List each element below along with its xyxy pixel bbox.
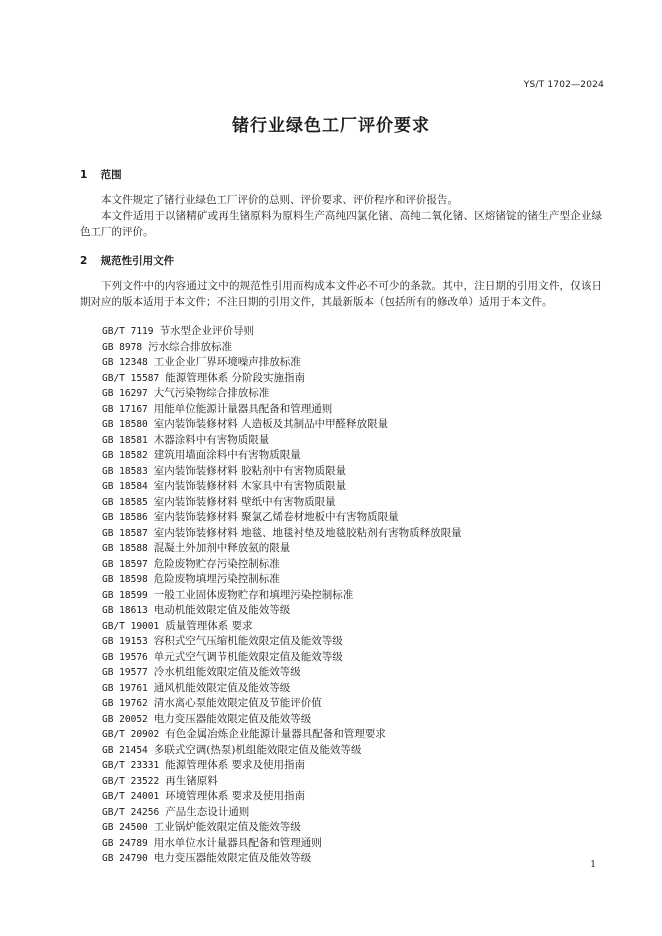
reference-code: GB/T 23331 — [102, 760, 160, 771]
reference-code: GB/T 15587 — [102, 372, 160, 384]
reference-list — [102, 324, 462, 867]
reference-title: 电力变压器能效限定值及能效等级 — [153, 852, 312, 864]
reference-item — [102, 572, 462, 588]
page-number: 1 — [590, 860, 596, 870]
reference-code: GB 18584 — [102, 481, 148, 492]
reference-code: GB 24790 — [102, 853, 148, 864]
reference-title: 单元式空气调节机能效限定值及能效等级 — [153, 650, 343, 663]
reference-title: 室内装饰装修材料 壁纸中有害物质限量 — [153, 495, 336, 508]
reference-code: GB 19761 — [102, 682, 148, 694]
section-1-title: 范围 — [100, 169, 122, 181]
reference-code: GB 8978 — [102, 341, 143, 353]
reference-item — [102, 448, 462, 464]
reference-item — [102, 417, 462, 433]
section-2-heading — [80, 253, 174, 268]
reference-title: 节水型企业评价导则 — [159, 325, 254, 337]
reference-item — [102, 619, 462, 635]
reference-title: 电力变压器能效限定值及能效等级 — [153, 712, 312, 725]
section-1-heading — [80, 167, 122, 182]
reference-code: GB 18613 — [102, 605, 148, 616]
reference-title: 冷水机组能效限定值及能效等级 — [153, 666, 301, 678]
reference-code: GB 18588 — [102, 543, 148, 554]
reference-item — [102, 820, 462, 836]
reference-title: 混凝土外加剂中释放氨的限量 — [153, 542, 291, 554]
reference-item — [102, 851, 462, 867]
reference-code: GB 20052 — [102, 713, 148, 725]
reference-item — [102, 495, 462, 511]
reference-item — [102, 510, 462, 526]
reference-code: GB 18581 — [102, 434, 148, 446]
reference-code: GB 21454 — [102, 744, 148, 756]
reference-title: 室内装饰装修材料 人造板及其制品中甲醛释放限量 — [153, 418, 389, 430]
reference-item — [102, 696, 462, 712]
reference-code: GB 18580 — [102, 419, 148, 430]
reference-item — [102, 743, 462, 759]
reference-item — [102, 557, 462, 573]
reference-code: GB 19762 — [102, 698, 148, 709]
reference-code: GB/T 7119 — [102, 326, 154, 337]
reference-item — [102, 712, 462, 728]
reference-title: 室内装饰装修材料 胶粘剂中有害物质限量 — [153, 464, 347, 477]
reference-code: GB 18586 — [102, 512, 148, 523]
reference-code: GB 19153 — [102, 636, 148, 647]
reference-code: GB/T 24001 — [102, 791, 160, 802]
reference-item — [102, 402, 462, 418]
reference-code: GB 12348 — [102, 357, 148, 368]
reference-item — [102, 340, 462, 356]
reference-item — [102, 758, 462, 774]
reference-title: 用水单位水计量器具配备和管理通则 — [153, 836, 322, 849]
reference-title: 质量管理体系 要求 — [165, 619, 253, 632]
reference-title: 危险废物填埋污染控制标准 — [153, 573, 280, 585]
section-1-number: 1 — [80, 169, 88, 181]
reference-code: GB/T 23522 — [102, 775, 160, 787]
reference-item — [102, 479, 462, 495]
reference-title: 工业企业厂界环境噪声排放标准 — [153, 356, 301, 368]
scope-paragraph-2: 本文件适用于以锗精矿或再生锗原料为原料生产高纯四氯化锗、高纯二氧化锗、区熔锗锭的锗生产型企业绿色工厂的评价。 — [80, 210, 602, 238]
reference-item — [102, 371, 462, 387]
reference-item — [102, 386, 462, 402]
reference-item — [102, 588, 462, 604]
reference-title: 能源管理体系 分阶段实施指南 — [165, 371, 306, 384]
reference-title: 室内装饰装修材料 聚氯乙烯卷材地板中有害物质限量 — [153, 511, 399, 523]
reference-title: 电动机能效限定值及能效等级 — [153, 604, 291, 616]
reference-title: 用能单位能源计量器具配备和管理通则 — [153, 402, 333, 415]
reference-title: 建筑用墙面涂料中有害物质限量 — [153, 449, 301, 461]
section-2-title: 规范性引用文件 — [100, 255, 175, 267]
reference-code: GB 18599 — [102, 589, 148, 601]
reference-item — [102, 464, 462, 480]
reference-item — [102, 526, 462, 542]
reference-title: 容积式空气压缩机能效限定值及能效等级 — [153, 635, 343, 647]
reference-item — [102, 634, 462, 650]
reference-title: 环境管理体系 要求及使用指南 — [165, 790, 306, 802]
reference-code: GB 19577 — [102, 667, 148, 678]
reference-title: 污水综合排放标准 — [148, 340, 233, 353]
reference-item — [102, 727, 462, 743]
reference-title: 能源管理体系 要求及使用指南 — [165, 759, 306, 771]
reference-title: 室内装饰装修材料 地毯、地毯衬垫及地毯胶粘剂有害物质释放限量 — [153, 526, 462, 539]
reference-title: 产品生态设计通则 — [165, 805, 250, 818]
reference-code: GB 18582 — [102, 450, 148, 461]
standard-number: YS/T 1702—2024 — [523, 80, 604, 90]
reference-code: GB 16297 — [102, 388, 148, 399]
reference-item — [102, 603, 462, 619]
scope-paragraph-1: 本文件规定了锗行业绿色工厂评价的总则、评价要求、评价程序和评价报告。 — [101, 194, 458, 206]
section-2-number: 2 — [80, 255, 88, 267]
reference-code: GB 18585 — [102, 496, 148, 508]
reference-code: GB 24789 — [102, 837, 148, 849]
reference-code: GB 18583 — [102, 465, 148, 477]
reference-item — [102, 355, 462, 371]
reference-item — [102, 789, 462, 805]
reference-title: 大气污染物综合排放标准 — [153, 387, 270, 399]
reference-code: GB 18598 — [102, 574, 148, 585]
reference-item — [102, 805, 462, 821]
reference-item — [102, 433, 462, 449]
reference-title: 室内装饰装修材料 木家具中有害物质限量 — [153, 480, 347, 492]
reference-title: 木器涂料中有害物质限量 — [153, 433, 270, 446]
reference-title: 多联式空调(热泵)机组能效限定值及能效等级 — [153, 743, 362, 756]
reference-code: GB 19576 — [102, 651, 148, 663]
reference-title: 清水离心泵能效限定值及节能评价值 — [153, 697, 322, 709]
reference-item — [102, 681, 462, 697]
reference-item — [102, 836, 462, 852]
reference-item — [102, 774, 462, 790]
reference-title: 有色金属冶炼企业能源计量器具配备和管理要求 — [165, 728, 386, 740]
reference-title: 危险废物贮存污染控制标准 — [153, 557, 280, 570]
reference-code: GB 17167 — [102, 403, 148, 415]
reference-code: GB/T 20902 — [102, 729, 160, 740]
document-title: 锗行业绿色工厂评价要求 — [232, 116, 430, 136]
reference-title: 工业锅炉能效限定值及能效等级 — [153, 821, 301, 833]
reference-item — [102, 665, 462, 681]
reference-title: 通风机能效限定值及能效等级 — [153, 681, 291, 694]
reference-code: GB 24500 — [102, 822, 148, 833]
reference-code: GB/T 19001 — [102, 620, 160, 632]
reference-title: 再生锗原料 — [165, 774, 218, 787]
reference-code: GB 18587 — [102, 527, 148, 539]
reference-code: GB/T 24256 — [102, 806, 160, 818]
reference-code: GB 18597 — [102, 558, 148, 570]
reference-item — [102, 650, 462, 666]
reference-title: 一般工业固体废物贮存和填埋污染控制标准 — [153, 588, 354, 601]
reference-item — [102, 541, 462, 557]
references-intro: 下列文件中的内容通过文中的规范性引用而构成本文件必不可少的条款。其中，注日期的引用文件，仅该日期对应的版本适用于本文件；不注日期的引用文件，其最新版本（包括所有的修改单）适用于本文件。 — [80, 280, 602, 308]
reference-item — [102, 324, 462, 340]
